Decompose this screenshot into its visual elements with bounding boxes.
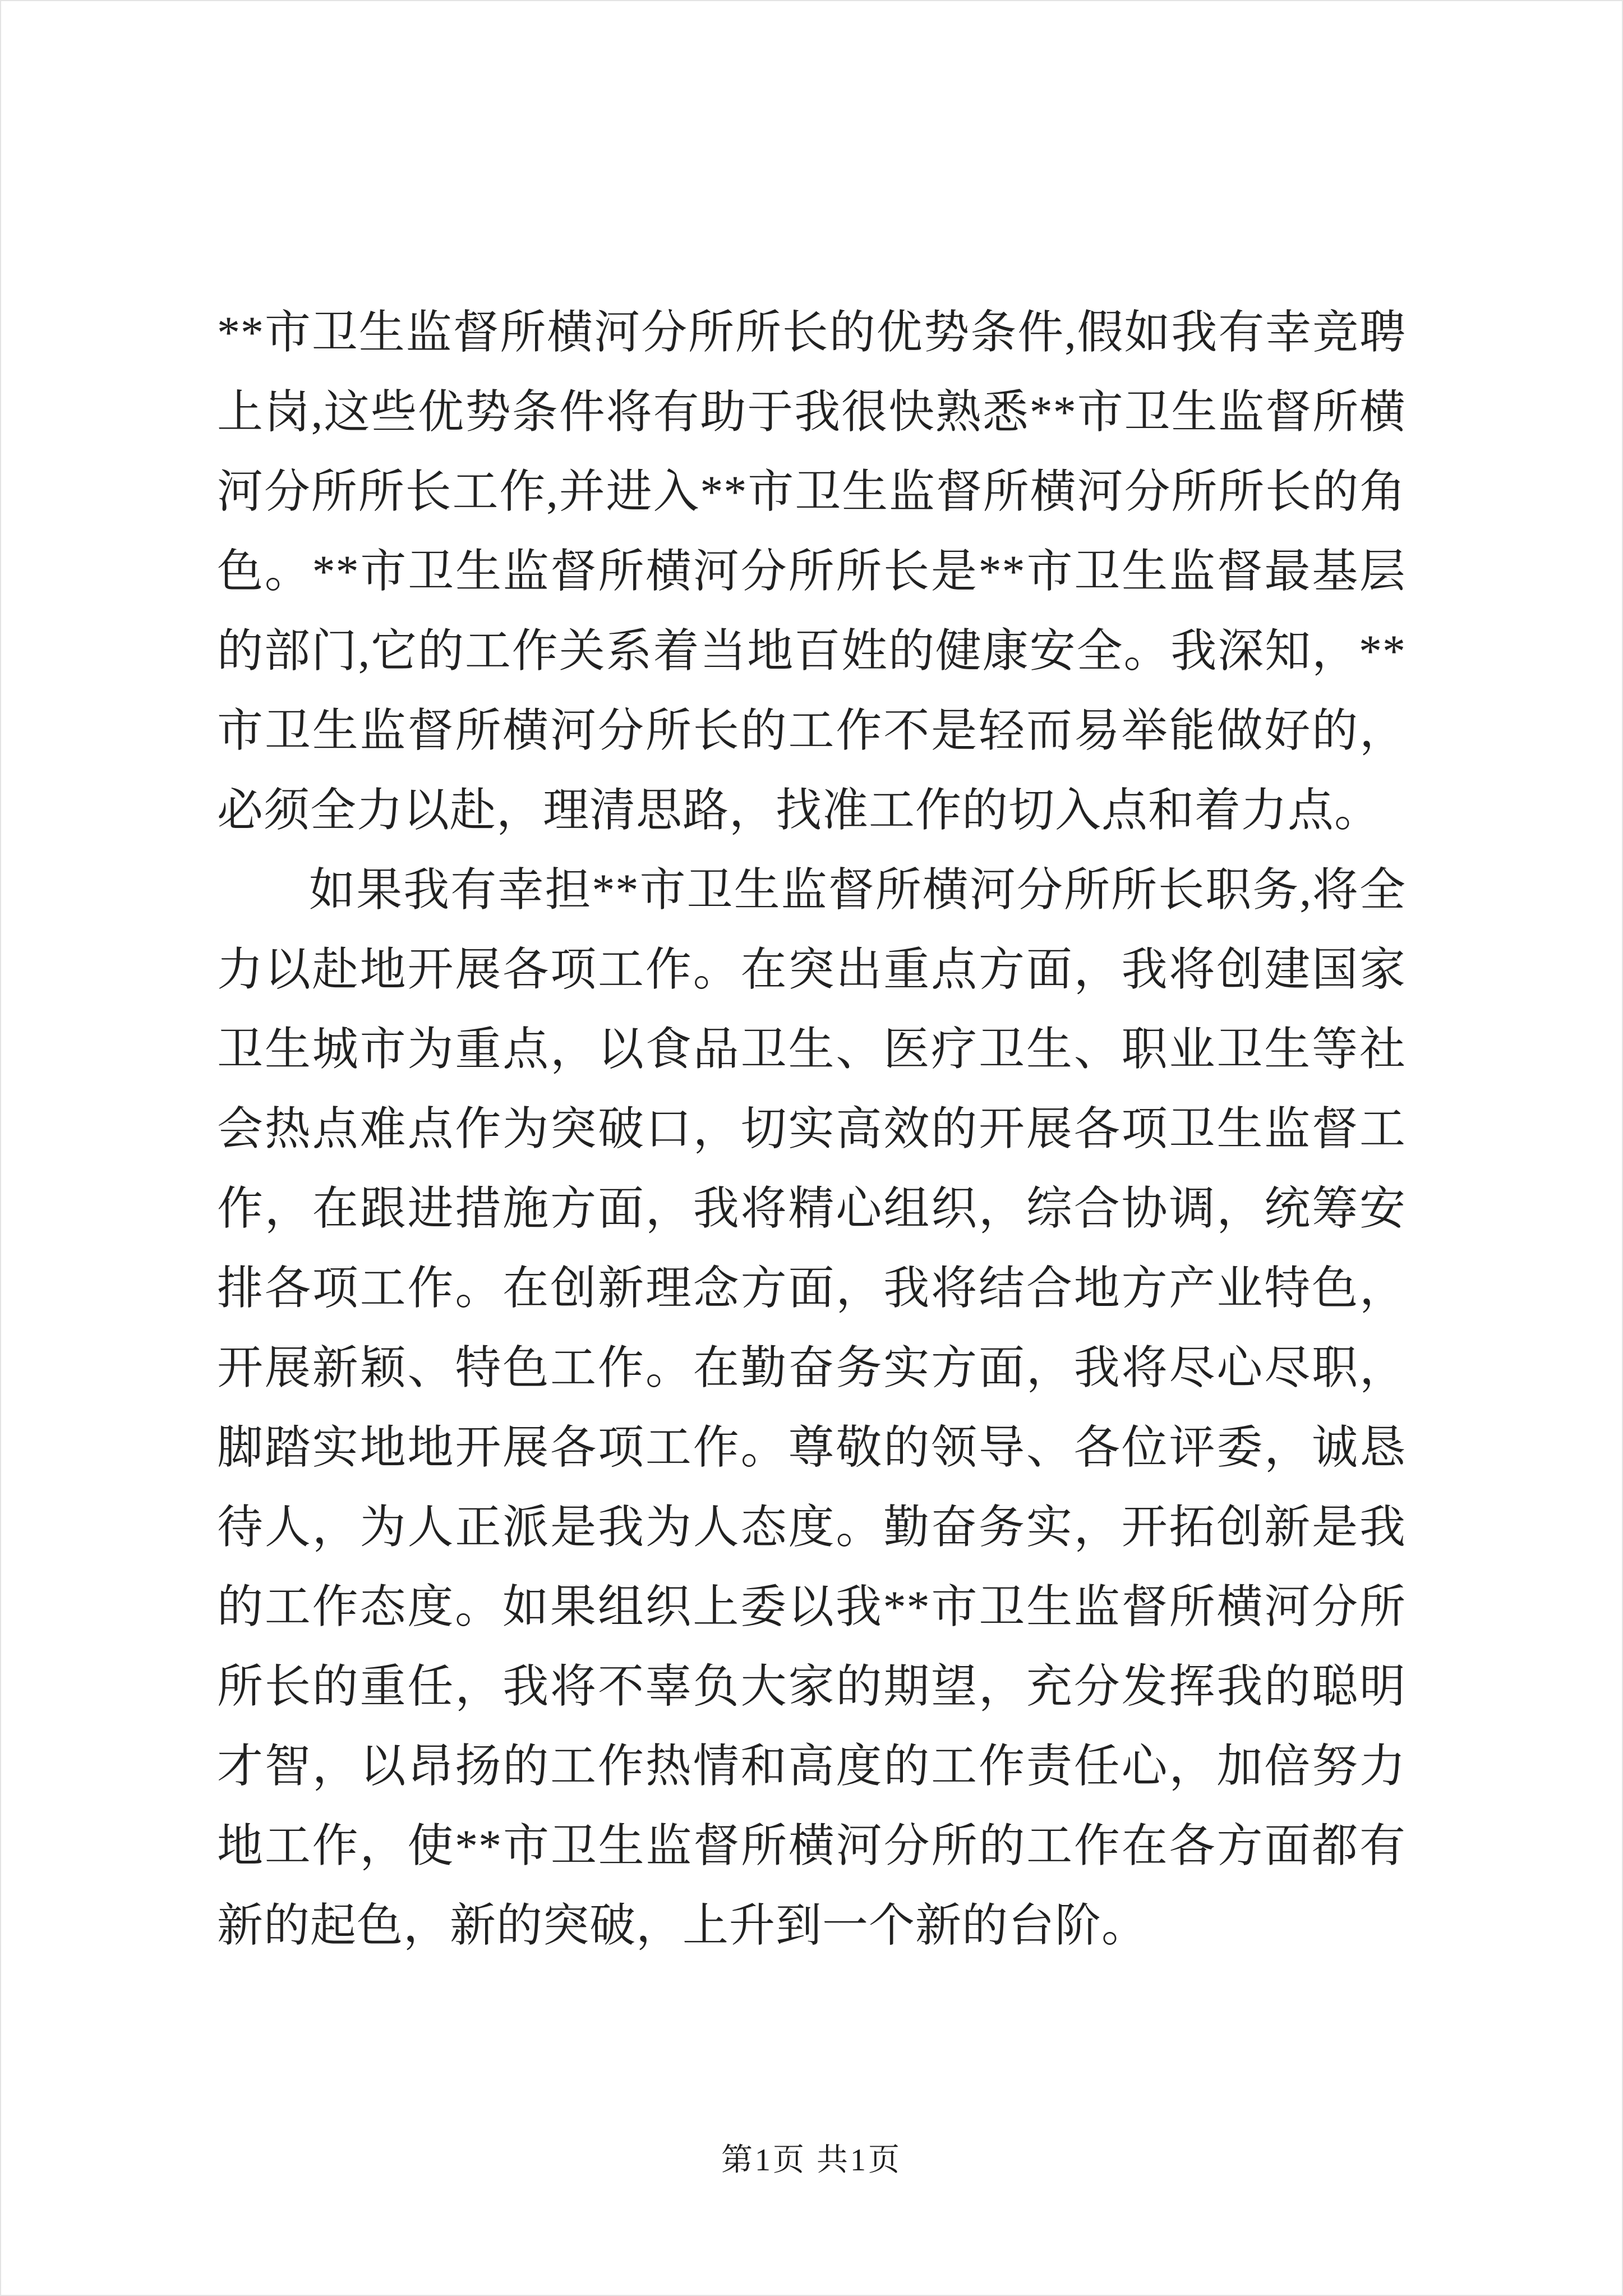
page-number-indicator: 第1页 共1页 <box>721 2143 902 2178</box>
document-body <box>217 293 1406 1966</box>
paragraph-1: **市卫生监督所横河分所所长的优势条件,假如我有幸竞聘上岗,这些优势条件将有助于我很快熟悉**市卫生监督所横河分所所长工作,并进入**市卫生监督所横河分所所长的角色。**市卫生监督所横河分所所长是**市卫生监督最基层的部门,它的工作关系着当地百姓的健康安全。我深知，**市卫生监督所横河分所长的工作不是轻而易举能做好的，必须全力以赴，理清思路，找准工作的切入点和着力点。 <box>217 307 1406 836</box>
paragraph-2: 如果我有幸担**市卫生监督所横河分所所长职务,将全力以赴地开展各项工作。在突出重点方面，我将创建国家卫生城市为重点，以食品卫生、医疗卫生、职业卫生等社会热点难点作为突破口，切实高效的开展各项卫生监督工作，在跟进措施方面，我将精心组织，综合协调，统筹安排各项工作。在创新理念方面，我将结合地方产业特色，开展新颖、特色工作。在勤奋务实方面，我将尽心尽职，脚踏实地地开展各项工作。尊敬的领导、各位评委，诚恳待人，为人正派是我为人态度。勤奋务实，开拓创新是我的工作态度。如果组织上委以我**市卫生监督所横河分所所长的重任，我将不辜负大家的期望，充分发挥我的聪明才智，以昂扬的工作热情和高度的工作责任心，加倍努力地工作，使**市卫生监督所横河分所的工作在各方面都有新的起色，新的突破，上升到一个新的台阶。 <box>217 864 1406 1951</box>
page-footer <box>1 2135 1622 2180</box>
